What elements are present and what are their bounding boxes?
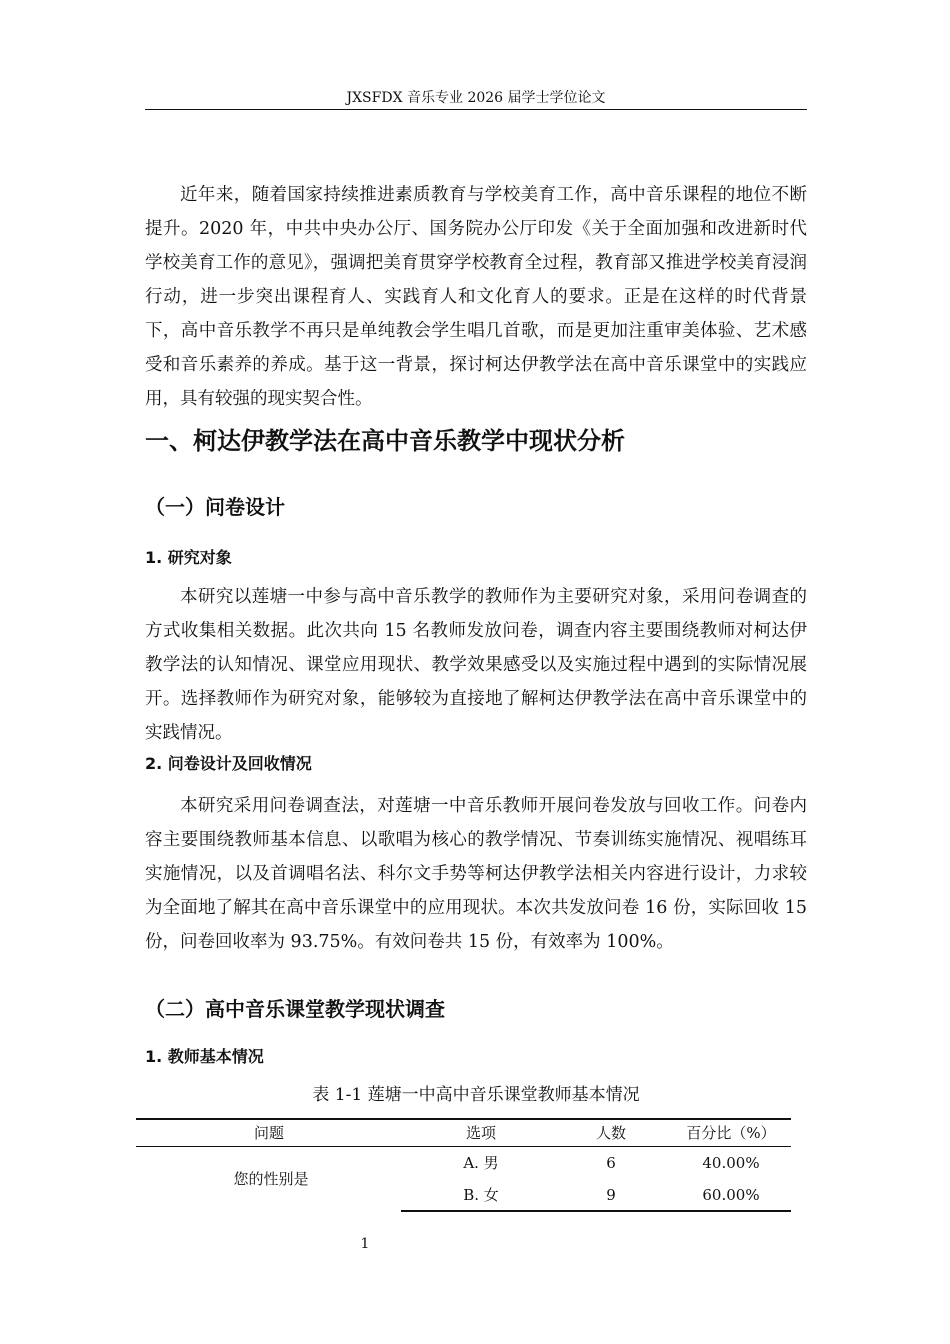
item-heading-questionnaire: 2. 问卷设计及回收情况 [145, 754, 312, 773]
research-object-block [145, 580, 807, 750]
header-rule [145, 109, 807, 110]
table-caption: 表 1-1 莲塘一中高中音乐课堂教师基本情况 [312, 1085, 640, 1105]
table-top-rule [136, 1118, 791, 1120]
section-heading-1: 一、柯达伊教学法在高中音乐教学中现状分析 [145, 427, 625, 455]
subsection-heading-1: （一）问卷设计 [145, 495, 285, 519]
running-header: JXSFDX 音乐专业 2026 届学士学位论文 [346, 90, 606, 106]
table-question-gender: 您的性别是 [233, 1170, 309, 1188]
table-row-percent: 40.00% [702, 1154, 760, 1172]
intro-paragraph: 近年来，随着国家持续推进素质教育与学校美育工作，高中音乐课程的地位不断提升。2020 年，中共中央办公厅、国务院办公厅印发《关于全面加强和改进新时代学校美育工作的意见》，强调把美育贯穿学校教育全过程，教育部又推进学校美育浸润行动，进一步突出课程育人、实践育人和文化育人的要求。正是在这样的时代背景下，高中音乐教学不再只是单纯教会学生唱几首歌，而是更加注重审美体验、艺术感受和音乐素养的养成。基于这一背景，探讨柯达伊教学法在高中音乐课堂中的实践应用，具有较强的现实契合性。 [145, 185, 807, 409]
table-header-option: 选项 [465, 1124, 496, 1142]
table-header-percent: 百分比（%） [686, 1124, 776, 1142]
questionnaire-paragraph: 本研究采用问卷调查法，对莲塘一中音乐教师开展问卷发放与回收工作。问卷内容主要围绕教师基本信息、以歌唱为核心的教学情况、节奏训练实施情况、视唱练耳实施情况，以及首调唱名法、科尔文手势等柯达伊教学法相关内容进行设计，力求较为全面地了解其在高中音乐课堂中的应用现状。本次共发放问卷 16 份，实际回收 15 份，问卷回收率为 93.75%。有效问卷共 15 份，有效率为 100%。 [145, 796, 807, 952]
table-header-question: 问题 [253, 1124, 284, 1142]
table-row-option: B. 女 [463, 1186, 499, 1204]
table-header-rule [136, 1146, 791, 1147]
item-heading-teacher-info: 1. 教师基本情况 [145, 1047, 264, 1066]
table-header-count: 人数 [595, 1124, 626, 1142]
research-object-paragraph: 本研究以莲塘一中参与高中音乐教学的教师作为主要研究对象，采用问卷调查的方式收集相关数据。此次共向 15 名教师发放问卷，调查内容主要围绕教师对柯达伊教学法的认知情况、课堂应用现状、教学效果感受以及实施过程中遇到的实际情况展开。选择教师作为研究对象，能够较为直接地了解柯达伊教学法在高中音乐课堂中的实践情况。 [145, 587, 807, 743]
table-bottom-rule [401, 1210, 791, 1212]
intro-block [145, 178, 807, 416]
subsection-heading-2: （二）高中音乐课堂教学现状调查 [145, 997, 445, 1021]
table-row-count: 9 [606, 1186, 616, 1204]
item-heading-research-object: 1. 研究对象 [145, 548, 232, 567]
page-number: 1 [360, 1236, 370, 1252]
questionnaire-block [145, 789, 807, 959]
table-row-count: 6 [606, 1154, 616, 1172]
table-row-option: A. 男 [463, 1154, 499, 1172]
table-row-percent: 60.00% [702, 1186, 760, 1204]
